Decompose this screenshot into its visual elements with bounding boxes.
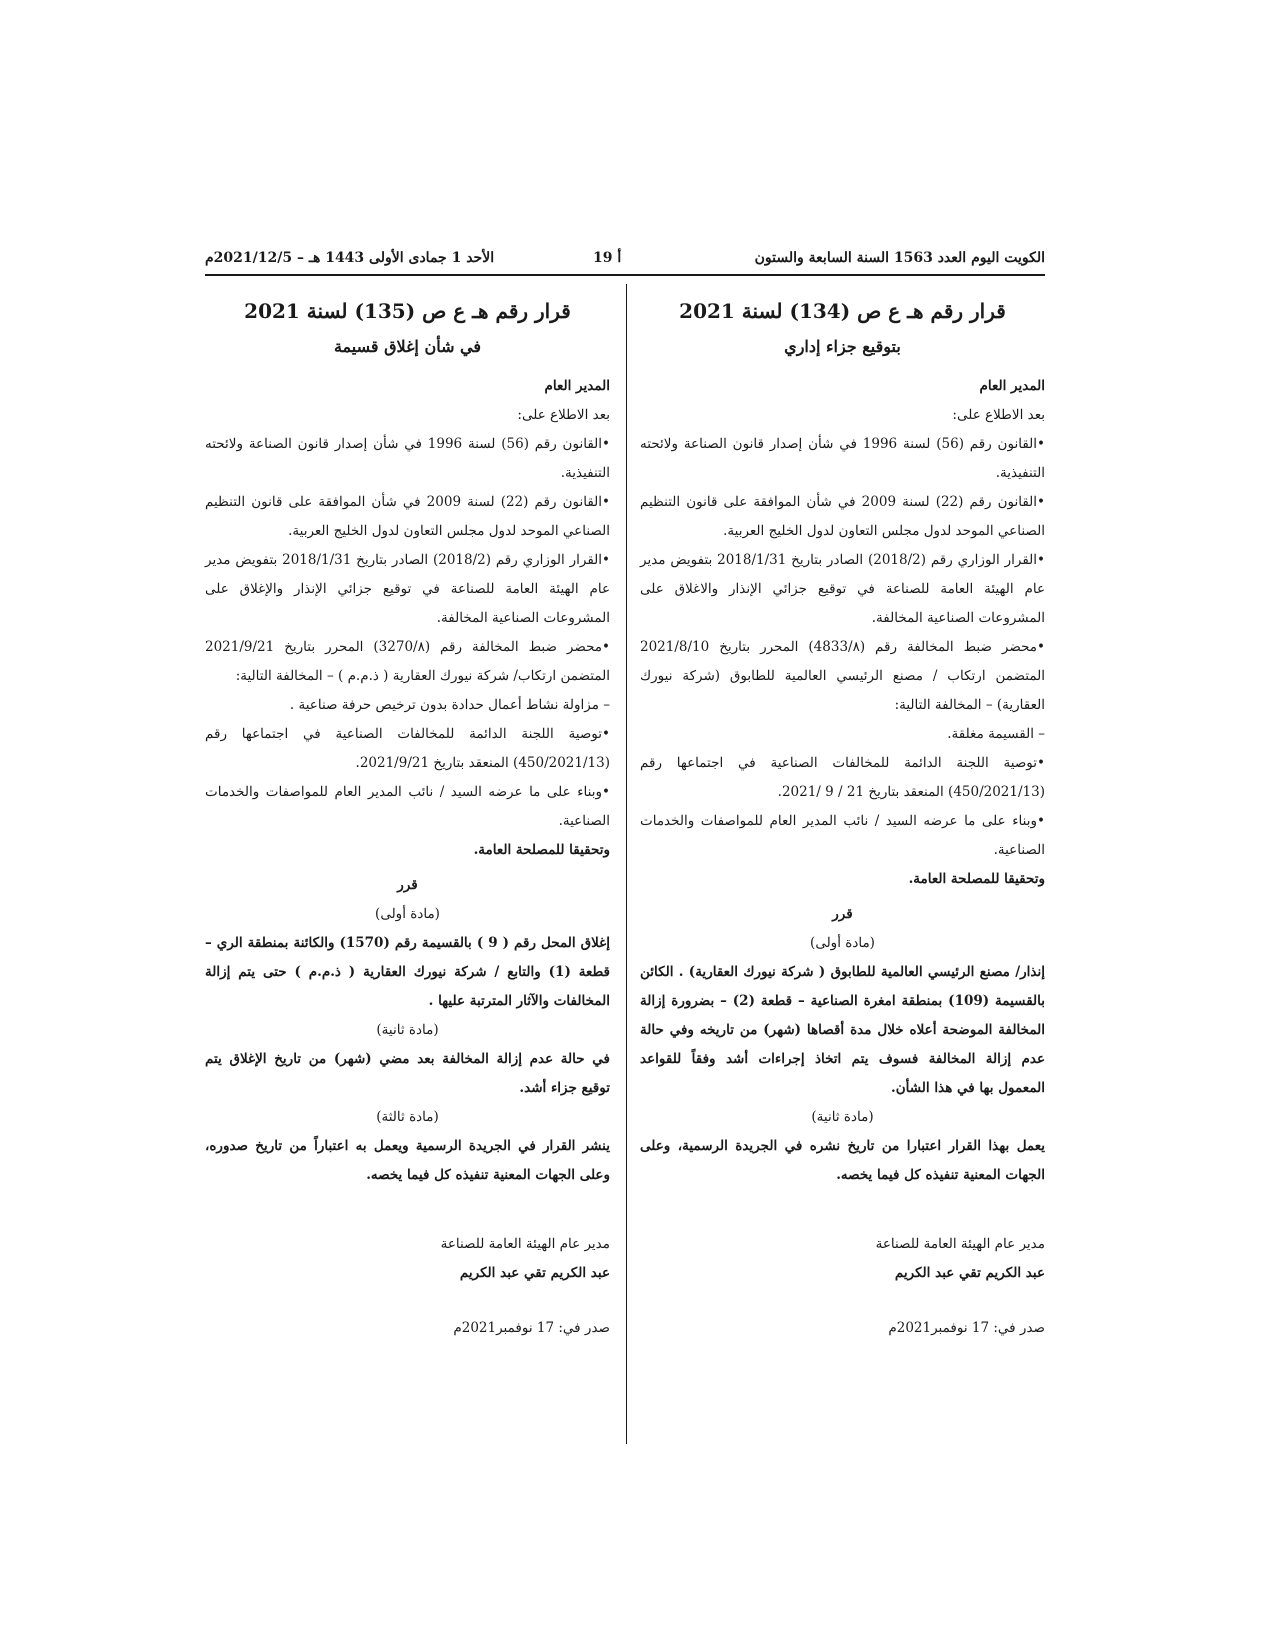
decision-subtitle: في شأن إغلاق قسيمة: [333, 337, 482, 356]
article-1-text: إغلاق المحل رقم ( 9 ) بالقسيمة رقم (1570) والكائنة بمنطقة الري – قطعة (1) والتابع / شركة نيورك العقارية ( ذ.م.م ) حتى يتم إزالة المخالفات والآثار المترتبة عليها .: [205, 935, 610, 1009]
clause-law-56: • القانون رقم (56) لسنة 1996 في شأن إصدار قانون الصناعة ولائحته التنفيذية.: [205, 430, 610, 488]
issued-date: صدر في: 17 نوفمبر2021م: [453, 1320, 610, 1336]
article-1-label: (مادة أولى): [375, 906, 440, 922]
decision-135: [205, 276, 610, 1343]
column-divider: [626, 284, 627, 1444]
signer-title: مدير عام الهيئة العامة للصناعة: [875, 1236, 1045, 1252]
header-date: الأحد 1 جمادى الأولى 1443 هـ – 2021/12/5م: [205, 250, 495, 266]
article-2-text: يعمل بهذا القرار اعتبارا من تاريخ نشره في الجريدة الرسمية، وعلى الجهات المعنية تنفيذه كل فيما يخصه.: [640, 1138, 1045, 1183]
header-page-number: أ 19: [593, 250, 622, 266]
decided-label: قرر: [832, 906, 853, 922]
violation-text: – مزاولة نشاط أعمال حدادة بدون ترخيص حرفة صناعية .: [289, 697, 610, 713]
director-label: المدير العام: [979, 378, 1045, 394]
clause-proposal: • وبناء على ما عرضه السيد / نائب المدير العام للمواصفات والخدمات الصناعية.: [205, 778, 610, 836]
clause-law-56: • القانون رقم (56) لسنة 1996 في شأن إصدار قانون الصناعة ولائحته التنفيذية.: [640, 430, 1045, 488]
header-issue: الكويت اليوم العدد 1563 السنة السابعة والستون: [754, 250, 1045, 266]
clause-ministerial: • القرار الوزاري رقم (2018/2) الصادر بتاريخ 2018/1/31 بتفويض مدير عام الهيئة العامة للصناعة في توقيع جزائي الإنذار والإغلاق على المشروعات الصناعية المخالفة.: [205, 546, 610, 633]
article-3-label: (مادة ثالثة): [376, 1109, 439, 1125]
signer-name: عبد الكريم تقي عبد الكريم: [894, 1265, 1045, 1281]
violation-text: – القسيمة مغلقة.: [947, 726, 1045, 742]
columns: [205, 276, 1045, 1456]
clause-committee: • توصية اللجنة الدائمة للمخالفات الصناعية في اجتماعها رقم (450/2021/13) المنعقد بتاريخ 2021/9/21.: [205, 720, 610, 778]
decided-label: قرر: [397, 877, 418, 893]
article-2-text: في حالة عدم إزالة المخالفة بعد مضي (شهر) من تاريخ الإغلاق يتم توقيع جزاء أشد.: [205, 1051, 610, 1096]
clause-ministerial: • القرار الوزاري رقم (2018/2) الصادر بتاريخ 2018/1/31 بتفويض مدير عام الهيئة العامة للصناعة في توقيع جزائي الإنذار والاغلاق على المشروعات الصناعية المخالفة.: [640, 546, 1045, 633]
decision-title: قرار رقم هـ ع ص (134) لسنة 2021: [679, 299, 1006, 323]
article-3-text: ينشر القرار في الجريدة الرسمية ويعمل به اعتباراً من تاريخ صدوره، وعلى الجهات المعنية تنفيذه كل فيما يخصه.: [205, 1138, 610, 1183]
decision-title: قرار رقم هـ ع ص (135) لسنة 2021: [244, 299, 571, 323]
gazette-page: [205, 248, 1045, 1456]
article-2-label: (مادة ثانية): [811, 1109, 874, 1125]
article-2-label: (مادة ثانية): [376, 1022, 439, 1038]
decision-subtitle: بتوقيع جزاء إداري: [784, 337, 901, 356]
clause-violation-record: • محضر ضبط المخالفة رقم (3270/٨) المحرر بتاريخ 2021/9/21 المتضمن ارتكاب/ شركة نيورك العقارية ( ذ.م.م ) – المخالفة التالية:: [205, 633, 610, 691]
clause-committee: • توصية اللجنة الدائمة للمخالفات الصناعية في اجتماعها رقم (450/2021/13) المنعقد بتاريخ 21 / 9 /2021.: [640, 749, 1045, 807]
clause-proposal: • وبناء على ما عرضه السيد / نائب المدير العام للمواصفات والخدمات الصناعية.: [640, 807, 1045, 865]
public-interest: وتحقيقا للمصلحة العامة.: [908, 871, 1045, 887]
after-review: بعد الاطلاع على:: [517, 407, 610, 423]
article-1-text: إنذار/ مصنع الرئيسي العالمية للطابوق ( شركة نيورك العقارية) . الكائن بالقسيمة (109) بمنطقة امغرة الصناعية – قطعة (2) – بضرورة إزالة المخالفة الموضحة أعلاه خلال مدة أقصاها (شهر) من تاريخه وفي حالة عدم إزالة المخالفة فسوف يتم اتخاذ إجراءات أشد وفقاً للقواعد المعمول بها في هذا الشأن.: [640, 964, 1046, 1096]
clause-law-22: • القانون رقم (22) لسنة 2009 في شأن الموافقة على قانون التنظيم الصناعي الموحد لدول مجلس التعاون لدول الخليج العربية.: [205, 488, 610, 546]
article-1-label: (مادة أولى): [810, 935, 875, 951]
signer-name: عبد الكريم تقي عبد الكريم: [459, 1265, 610, 1281]
after-review: بعد الاطلاع على:: [952, 407, 1045, 423]
issued-date: صدر في: 17 نوفمبر2021م: [888, 1320, 1045, 1336]
signer-title: مدير عام الهيئة العامة للصناعة: [440, 1236, 610, 1252]
public-interest: وتحقيقا للمصلحة العامة.: [473, 842, 610, 858]
decision-134: [640, 276, 1045, 1343]
director-label: المدير العام: [544, 378, 610, 394]
clause-violation-record: • محضر ضبط المخالفة رقم (4833/٨) المحرر بتاريخ 2021/8/10 المتضمن ارتكاب / مصنع الرئيسي العالمية للطابوق (شركة نيورك العقارية) – المخالفة التالية:: [640, 633, 1045, 720]
clause-law-22: • القانون رقم (22) لسنة 2009 في شأن الموافقة على قانون التنظيم الصناعي الموحد لدول مجلس التعاون لدول الخليج العربية.: [640, 488, 1045, 546]
page-header: [205, 248, 1045, 276]
